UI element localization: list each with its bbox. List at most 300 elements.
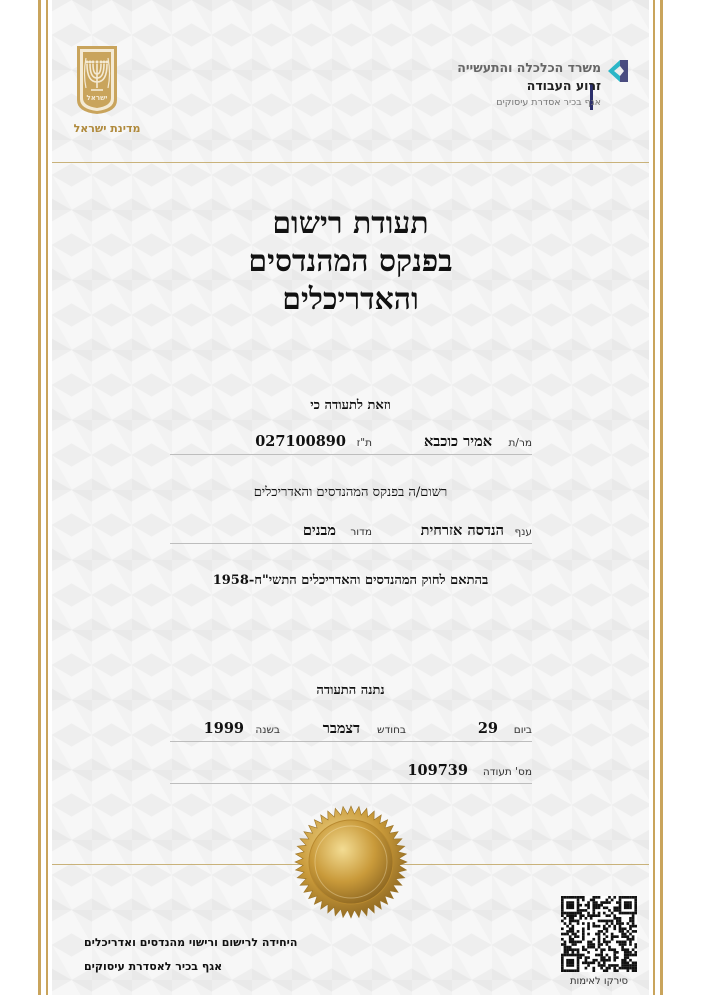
- qr-module: [613, 954, 616, 957]
- qr-module: [634, 912, 637, 915]
- qr-module: [608, 920, 611, 923]
- qr-module: [616, 951, 619, 954]
- qr-module: [574, 933, 577, 936]
- qr-module: [634, 899, 637, 902]
- qr-module: [564, 917, 567, 920]
- qr-module: [569, 930, 572, 933]
- qr-module: [621, 912, 624, 915]
- qr-module: [632, 920, 635, 923]
- qr-module: [624, 896, 627, 899]
- qr-module: [624, 935, 627, 938]
- qr-module: [603, 941, 606, 944]
- state-emblem: [74, 44, 120, 120]
- qr-module: [577, 909, 580, 912]
- qr-module: [577, 930, 580, 933]
- qr-module: [616, 964, 619, 967]
- qr-module: [592, 959, 595, 962]
- qr-module: [616, 935, 619, 938]
- qr-module: [624, 901, 627, 904]
- qr-module: [632, 969, 635, 972]
- qr-module: [577, 956, 580, 959]
- qr-module: [634, 901, 637, 904]
- qr-module: [592, 909, 595, 912]
- qr-module: [595, 904, 598, 907]
- qr-module: [624, 941, 627, 944]
- qr-module: [587, 925, 590, 928]
- qr-module: [569, 904, 572, 907]
- qr-module: [569, 920, 572, 923]
- qr-module: [598, 946, 601, 949]
- qr-module: [627, 948, 630, 951]
- qr-module: [566, 964, 569, 967]
- qr-module: [624, 962, 627, 965]
- qr-module: [600, 959, 603, 962]
- qr-module: [624, 967, 627, 970]
- qr-module: [621, 962, 624, 965]
- qr-module: [619, 930, 622, 933]
- qr-module: [632, 914, 635, 917]
- qr-module: [564, 969, 567, 972]
- qr-module: [606, 969, 609, 972]
- qr-module: [587, 933, 590, 936]
- qr-module: [624, 954, 627, 957]
- qr-module: [598, 941, 601, 944]
- qr-module: [608, 914, 611, 917]
- qr-module: [595, 948, 598, 951]
- qr-module: [627, 935, 630, 938]
- qr-module: [574, 954, 577, 957]
- qr-module: [561, 933, 564, 936]
- qr-module: [629, 943, 632, 946]
- qr-module: [585, 904, 588, 907]
- qr-module: [574, 935, 577, 938]
- qr-module: [571, 920, 574, 923]
- qr-module: [613, 925, 616, 928]
- qr-module: [595, 914, 598, 917]
- qr-module: [577, 941, 580, 944]
- qr-module: [577, 904, 580, 907]
- qr-module: [592, 914, 595, 917]
- qr-module: [569, 922, 572, 925]
- day-value: 29: [477, 720, 498, 737]
- qr-module: [600, 930, 603, 933]
- qr-module: [561, 906, 564, 909]
- qr-module: [564, 922, 567, 925]
- qr-module: [616, 920, 619, 923]
- qr-module: [621, 933, 624, 936]
- title-line2: בפנקס המהנדסים: [248, 244, 453, 279]
- qr-module: [598, 912, 601, 915]
- qr-module: [592, 899, 595, 902]
- qr-module: [629, 941, 632, 944]
- qr-module: [611, 920, 614, 923]
- qr-module: [616, 922, 619, 925]
- qr-module: [582, 930, 585, 933]
- qr-module: [561, 920, 564, 923]
- qr-module: [627, 954, 630, 957]
- qr-module: [582, 938, 585, 941]
- qr-module: [569, 912, 572, 915]
- qr-module: [577, 899, 580, 902]
- qr-module: [608, 901, 611, 904]
- qr-module: [582, 896, 585, 899]
- qr-module: [629, 925, 632, 928]
- qr-module: [598, 935, 601, 938]
- qr-module: [613, 967, 616, 970]
- qr-module: [613, 951, 616, 954]
- qr-module: [579, 912, 582, 915]
- qr-module: [598, 906, 601, 909]
- qr-module: [627, 930, 630, 933]
- qr-module: [569, 962, 572, 965]
- qr-module: [600, 920, 603, 923]
- qr-module: [566, 954, 569, 957]
- qr-module: [627, 922, 630, 925]
- qr-module: [592, 946, 595, 949]
- qr-module: [634, 925, 637, 928]
- qr-module: [587, 912, 590, 915]
- qr-module: [571, 906, 574, 909]
- qr-module: [561, 914, 564, 917]
- qr-module: [606, 954, 609, 957]
- qr-module: [569, 964, 572, 967]
- qr-module: [629, 912, 632, 915]
- qr-module: [603, 912, 606, 915]
- emblem-caption: מדינת ישראל: [73, 122, 141, 135]
- qr-module: [624, 933, 627, 936]
- qr-module: [632, 967, 635, 970]
- qr-module: [598, 933, 601, 936]
- qr-module: [606, 901, 609, 904]
- qr-module: [624, 951, 627, 954]
- qr-module: [621, 935, 624, 938]
- qr-module: [632, 917, 635, 920]
- qr-module: [585, 948, 588, 951]
- qr-module: [582, 922, 585, 925]
- qr-module: [577, 969, 580, 972]
- qr-module: [629, 917, 632, 920]
- qr-module: [624, 943, 627, 946]
- qr-module: [571, 917, 574, 920]
- qr-module: [611, 964, 614, 967]
- qr-module: [561, 954, 564, 957]
- qr-module: [606, 930, 609, 933]
- qr-module: [564, 933, 567, 936]
- qr-module: [571, 959, 574, 962]
- verification-qr-code[interactable]: [561, 896, 637, 972]
- qr-module: [608, 964, 611, 967]
- qr-module: [632, 938, 635, 941]
- qr-module: [592, 962, 595, 965]
- qr-module: [621, 922, 624, 925]
- qr-module: [603, 920, 606, 923]
- qr-module: [634, 904, 637, 907]
- qr-module: [634, 930, 637, 933]
- person-name: אמיר כוכבא: [423, 433, 492, 450]
- qr-module: [629, 927, 632, 930]
- qr-module: [621, 943, 624, 946]
- qr-module: [619, 906, 622, 909]
- qr-module: [579, 941, 582, 944]
- qr-module: [619, 920, 622, 923]
- qr-module: [616, 906, 619, 909]
- qr-module: [571, 933, 574, 936]
- qr-module: [592, 969, 595, 972]
- qr-module: [569, 969, 572, 972]
- qr-module: [613, 909, 616, 912]
- qr-module: [619, 922, 622, 925]
- qr-module: [624, 912, 627, 915]
- qr-module: [592, 925, 595, 928]
- qr-module: [592, 943, 595, 946]
- person-rule: [170, 454, 532, 455]
- qr-module: [574, 914, 577, 917]
- qr-module: [608, 959, 611, 962]
- qr-module: [569, 941, 572, 944]
- qr-module: [579, 917, 582, 920]
- footer-line1: היחידה לרישום ורישוי מהנדסים ואדריכלים: [84, 936, 298, 949]
- qr-module: [600, 951, 603, 954]
- qr-module: [600, 956, 603, 959]
- qr-module: [627, 904, 630, 907]
- qr-module: [634, 896, 637, 899]
- qr-module: [577, 935, 580, 938]
- qr-module: [600, 964, 603, 967]
- qr-module: [585, 917, 588, 920]
- qr-module: [627, 956, 630, 959]
- qr-module: [632, 912, 635, 915]
- qr-module: [632, 962, 635, 965]
- qr-module: [611, 935, 614, 938]
- qr-module: [579, 896, 582, 899]
- qr-module: [621, 967, 624, 970]
- qr-module: [561, 909, 564, 912]
- qr-module: [603, 901, 606, 904]
- qr-module: [564, 896, 567, 899]
- qr-module: [587, 914, 590, 917]
- qr-module: [629, 964, 632, 967]
- qr-module: [569, 959, 572, 962]
- emblem-word: ישראל: [86, 94, 108, 102]
- qr-module: [569, 901, 572, 904]
- qr-module: [571, 927, 574, 930]
- qr-module: [627, 906, 630, 909]
- header-divider: [52, 162, 649, 163]
- qr-module: [569, 948, 572, 951]
- qr-module: [619, 899, 622, 902]
- qr-module: [634, 906, 637, 909]
- qr-module: [561, 927, 564, 930]
- qr-module: [624, 948, 627, 951]
- qr-module: [569, 935, 572, 938]
- person-id: 027100890: [255, 433, 346, 450]
- qr-module: [587, 956, 590, 959]
- qr-module: [613, 964, 616, 967]
- qr-module: [611, 933, 614, 936]
- qr-module: [592, 967, 595, 970]
- qr-module: [566, 933, 569, 936]
- qr-module: [585, 959, 588, 962]
- branch-value: הנדסה אזרחית: [420, 522, 504, 539]
- qr-module: [561, 956, 564, 959]
- qr-module: [561, 901, 564, 904]
- qr-module: [606, 941, 609, 944]
- qr-module: [608, 946, 611, 949]
- qr-module: [590, 943, 593, 946]
- qr-module: [577, 906, 580, 909]
- qr-module: [613, 896, 616, 899]
- qr-module: [566, 951, 569, 954]
- qr-module: [627, 962, 630, 965]
- qr-module: [608, 956, 611, 959]
- qr-module: [566, 904, 569, 907]
- qr-module: [571, 912, 574, 915]
- qr-module: [571, 962, 574, 965]
- qr-module: [619, 904, 622, 907]
- qr-module: [598, 920, 601, 923]
- qr-module: [566, 901, 569, 904]
- qr-module: [616, 917, 619, 920]
- qr-module: [590, 914, 593, 917]
- qr-module: [587, 941, 590, 944]
- qr-module: [619, 967, 622, 970]
- qr-module: [611, 899, 614, 902]
- qr-module: [561, 959, 564, 962]
- qr-module: [632, 896, 635, 899]
- qr-module: [600, 943, 603, 946]
- qr-module: [598, 962, 601, 965]
- qr-module: [613, 948, 616, 951]
- qr-module: [569, 938, 572, 941]
- qr-module: [613, 906, 616, 909]
- person-row: [170, 433, 532, 453]
- ministry-title: [457, 60, 601, 108]
- qr-module: [600, 954, 603, 957]
- qr-module: [624, 904, 627, 907]
- qr-module: [611, 948, 614, 951]
- qr-module: [569, 914, 572, 917]
- date-row: [170, 720, 532, 740]
- qr-module: [590, 946, 593, 949]
- qr-module: [569, 946, 572, 949]
- qr-module: [574, 943, 577, 946]
- qr-module: [606, 920, 609, 923]
- qr-module: [603, 962, 606, 965]
- certificate-number: 109739: [407, 762, 468, 779]
- qr-module: [634, 962, 637, 965]
- qr-module: [627, 938, 630, 941]
- qr-module: [619, 909, 622, 912]
- qr-module: [629, 906, 632, 909]
- qr-module: [634, 967, 637, 970]
- qr-module: [616, 969, 619, 972]
- qr-module: [608, 909, 611, 912]
- registered-text: רשום/ה בפנקס המהנדסים והאדריכלים: [253, 485, 448, 500]
- qr-module: [629, 954, 632, 957]
- ministry-logo-icon: [604, 60, 628, 86]
- qr-module: [629, 951, 632, 954]
- qr-module: [569, 896, 572, 899]
- section-label: מדור: [350, 526, 372, 538]
- qr-module: [561, 943, 564, 946]
- qr-module: [606, 927, 609, 930]
- qr-module: [606, 959, 609, 962]
- qr-module: [564, 946, 567, 949]
- qr-module: [606, 922, 609, 925]
- qr-module: [627, 896, 630, 899]
- qr-module: [627, 967, 630, 970]
- qr-module: [566, 912, 569, 915]
- qr-module: [577, 959, 580, 962]
- qr-module: [566, 914, 569, 917]
- qr-module: [613, 927, 616, 930]
- year-label: בשנה: [255, 724, 280, 736]
- qr-module: [624, 964, 627, 967]
- qr-module: [598, 904, 601, 907]
- qr-module: [608, 896, 611, 899]
- qr-module: [587, 906, 590, 909]
- qr-module: [621, 927, 624, 930]
- qr-module: [566, 959, 569, 962]
- qr-module: [629, 933, 632, 936]
- certificate-number-row: [170, 762, 532, 782]
- qr-module: [569, 954, 572, 957]
- qr-module: [564, 948, 567, 951]
- qr-module: [592, 896, 595, 899]
- qr-module: [619, 927, 622, 930]
- qr-module: [603, 964, 606, 967]
- title-line1: תעודת רישום: [272, 206, 429, 241]
- qr-module: [577, 896, 580, 899]
- certificate-number-label: מס' תעודה: [482, 766, 532, 778]
- qr-module: [585, 956, 588, 959]
- qr-module: [603, 927, 606, 930]
- certificate-number-rule: [170, 783, 532, 784]
- qr-module: [624, 959, 627, 962]
- qr-module: [621, 896, 624, 899]
- qr-module: [571, 951, 574, 954]
- qr-module: [627, 964, 630, 967]
- branch-row: [170, 522, 532, 542]
- qr-module: [564, 954, 567, 957]
- qr-module: [571, 904, 574, 907]
- qr-module: [634, 943, 637, 946]
- month-value: דצמבר: [322, 720, 360, 737]
- qr-module: [603, 938, 606, 941]
- qr-module: [585, 909, 588, 912]
- qr-module: [611, 912, 614, 915]
- qr-module: [619, 917, 622, 920]
- qr-module: [595, 925, 598, 928]
- qr-module: [603, 959, 606, 962]
- qr-module: [561, 938, 564, 941]
- qr-module: [608, 925, 611, 928]
- qr-module: [571, 948, 574, 951]
- qr-module: [606, 899, 609, 902]
- qr-module: [595, 954, 598, 957]
- qr-module: [603, 956, 606, 959]
- qr-module: [595, 896, 598, 899]
- section-value: מבנים: [302, 522, 336, 539]
- qr-module: [613, 956, 616, 959]
- qr-module: [582, 914, 585, 917]
- qr-module: [577, 920, 580, 923]
- qr-module: [634, 954, 637, 957]
- qr-module: [564, 912, 567, 915]
- qr-module: [582, 954, 585, 957]
- qr-module: [577, 901, 580, 904]
- qr-module: [587, 901, 590, 904]
